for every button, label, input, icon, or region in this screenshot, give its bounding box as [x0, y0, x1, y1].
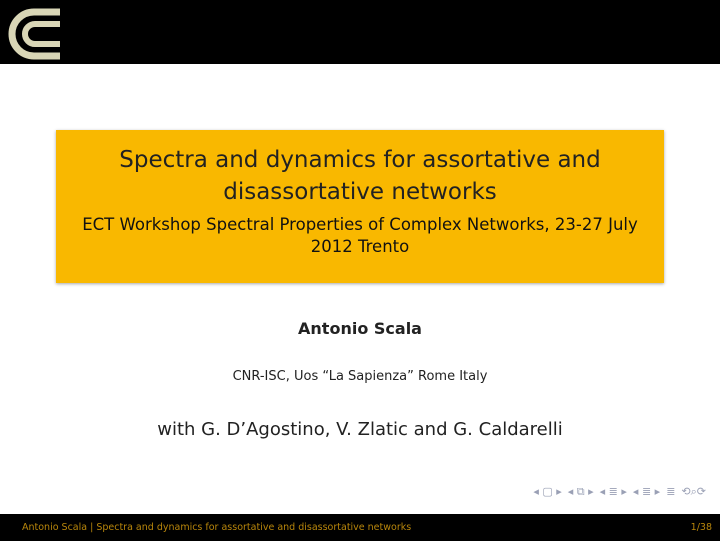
nav-search-icon[interactable]: ⟲⌕⟳: [681, 485, 706, 498]
nav-align-icon[interactable]: ≣: [666, 485, 676, 498]
collaborators: with G. D’Agostino, V. Zlatic and G. Caldarelli: [157, 419, 563, 440]
slide-subtitle: ECT Workshop Spectral Properties of Complex Networks, 23-27 July 2012 Trento: [82, 215, 638, 256]
page-number: 1/38: [690, 522, 712, 533]
nav-first-icon[interactable]: ◂ ▢ ▸: [533, 485, 562, 498]
footer-bar: [0, 514, 720, 541]
institute: CNR-ISC, Uos “La Sapienza” Rome Italy: [232, 369, 488, 384]
title-block: [56, 130, 664, 283]
slide-title: Spectra and dynamics for assortative and disassortative networks: [119, 147, 601, 205]
nav-frame-icon[interactable]: ◂ ⧉ ▸: [567, 485, 594, 498]
beamer-navigation: [533, 484, 706, 500]
nav-subsection-icon[interactable]: ◂ ≣ ▸: [599, 485, 627, 498]
cnr-logo-icon: [2, 2, 66, 60]
footer-title: Antonio Scala | Spectra and dynamics for assortative and disassortative networks: [22, 522, 412, 533]
author-name: Antonio Scala: [298, 319, 422, 338]
nav-section-icon[interactable]: ◂ ≣ ▸: [632, 485, 661, 498]
header-bar: [0, 0, 720, 64]
